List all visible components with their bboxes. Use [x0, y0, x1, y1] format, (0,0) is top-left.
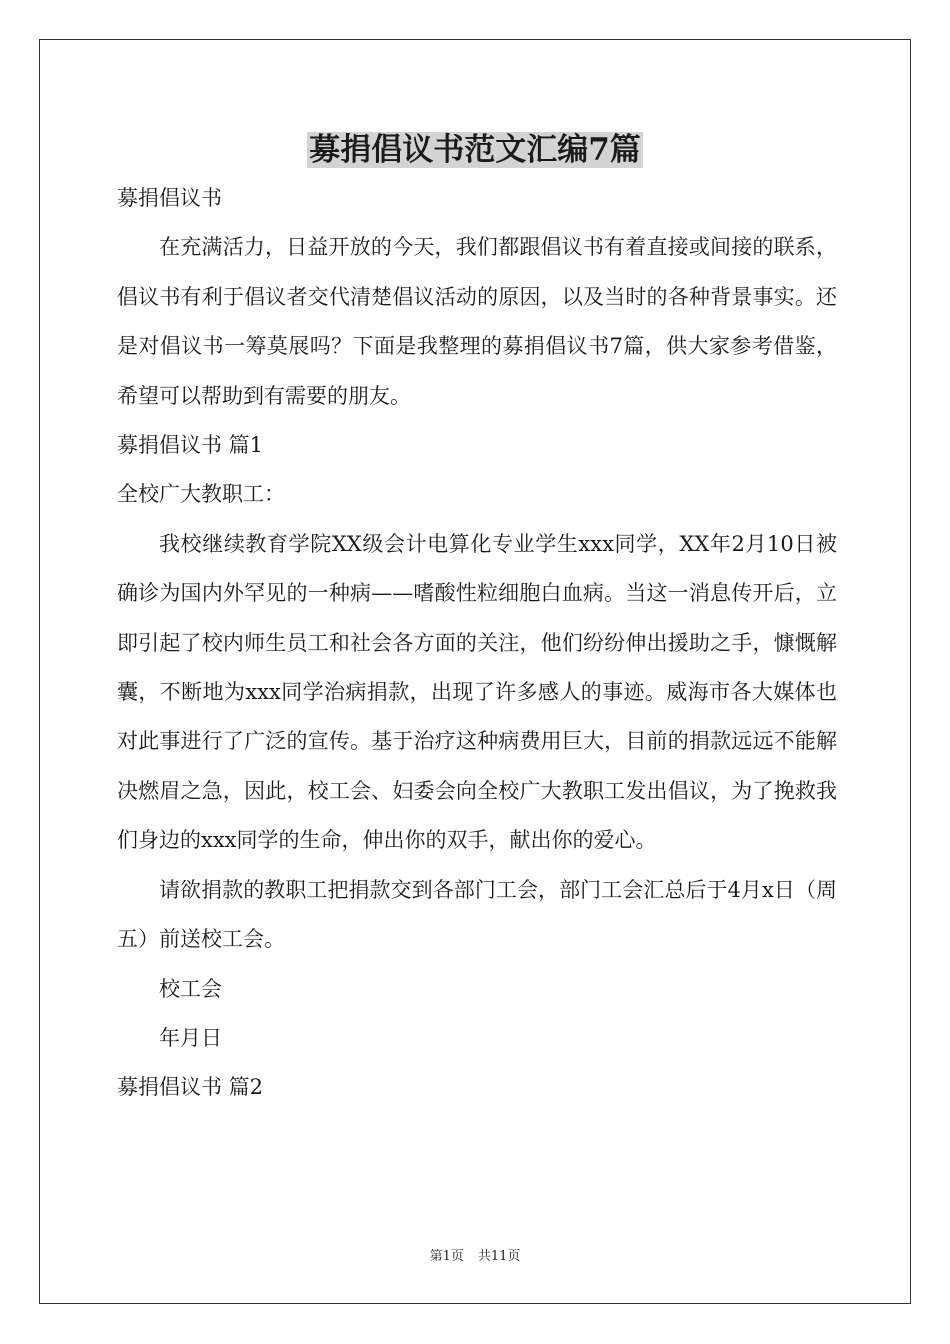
document-title-text: 募捐倡议书范文汇编7篇 — [309, 132, 641, 168]
page-number: 第1页 — [429, 1249, 464, 1264]
paragraph: 募捐倡议书 篇2 — [117, 1075, 264, 1100]
document-body — [117, 174, 837, 1113]
page-footer — [0, 1248, 950, 1266]
paragraph: 在充满活力，日益开放的今天，我们都跟倡议书有着直接或间接的联系，倡议书有利于倡议者交代清楚倡议活动的原因，以及当时的各种背景事实。还是对倡议书一筹莫展吗？下面是我整理的募捐倡议书7篇，供大家参考借鉴，希望可以帮助到有需要的朋友。 — [117, 235, 837, 408]
paragraph: 我校继续教育学院XX级会计电算化专业学生xxx同学，XX年2月10日被确诊为国内外罕见的一种病——嗜酸性粒细胞白血病。当这一消息传开后，立即引起了校内师生员工和社会各方面的关注，他们纷纷伸出援助之手，慷慨解囊，不断地为xxx同学治病捐款，出现了许多感人的事迹。威海市各大媒体也对此事进行了广泛的宣传。基于治疗这种病费用巨大，目前的捐款远远不能解决燃眉之急，因此，校工会、妇委会向全校广大教职工发出倡议，为了挽救我们身边的xxx同学的生命，伸出你的双手，献出你的爱心。 — [117, 531, 837, 853]
document-title — [0, 126, 950, 174]
paragraph: 校工会 — [159, 976, 222, 1001]
paragraph: 募捐倡议书 — [117, 186, 222, 210]
paragraph: 全校广大教职工： — [117, 482, 285, 507]
paragraph: 募捐倡议书 篇1 — [117, 433, 264, 458]
paragraph: 请欲捐款的教职工把捐款交到各部门工会，部门工会汇总后于4月x日（周五）前送校工会。 — [117, 877, 837, 952]
paragraph: 年月日 — [159, 1025, 222, 1050]
page-total: 共11页 — [477, 1249, 521, 1264]
